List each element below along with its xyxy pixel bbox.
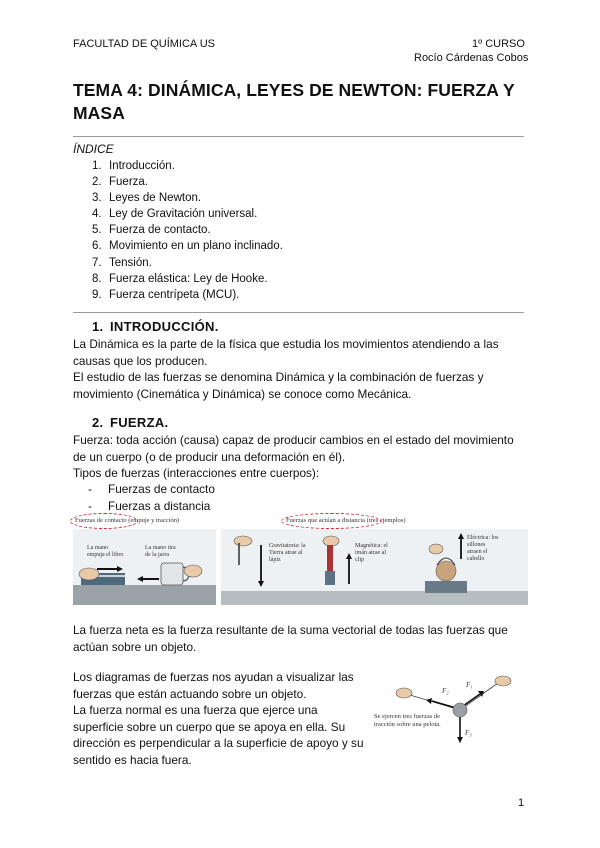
force-types-figure <box>73 515 528 607</box>
force-diagram-paragraph <box>73 669 365 769</box>
list-item: - Fuerzas a distancia <box>88 498 211 513</box>
distance-heading-highlight <box>281 513 381 529</box>
contact-heading-highlight <box>70 513 138 529</box>
contact-forces-heading: Fuerzas de contacto (empuje y tracción) <box>75 517 180 524</box>
caption-magnet: Magnética: el imán atrae al clip <box>355 543 388 563</box>
paragraph: La fuerza normal es una fuerza que ejerce una superficie sobre un cuerpo que se apoya en ella. Su dirección es perpendicular a la superficie de apoyo y su sentido es hacia fuera. <box>73 703 364 767</box>
page-number: 1 <box>518 797 525 809</box>
index-item: 4. Ley de Gravitación universal. <box>92 208 258 221</box>
ball-forces-figure <box>370 673 530 773</box>
net-force-paragraph <box>73 622 528 655</box>
paragraph: Los diagramas de fuerzas nos ayudan a visualizar las fuerzas que están actuando sobre un objeto. <box>73 670 354 701</box>
section-2-intro <box>73 432 528 482</box>
force-label-f2: F₂ <box>442 687 449 695</box>
paragraph: El estudio de las fuerzas se denomina Dinámica y la combinación de fuerzas y movimiento (Cinemática y Dinámica) se conoce como Mecánica. <box>73 370 484 401</box>
caption-electric: Eléctrica: los sillones atraen el cabello <box>467 535 499 562</box>
index-heading: ÍNDICE <box>73 142 114 156</box>
header-faculty: FACULTAD DE QUÍMICA US <box>73 38 216 50</box>
section-2-heading: 2. FUERZA. <box>92 415 169 430</box>
ball-figure-caption: Se ejercen tres fuerzas de tracción sobre una pelota. <box>374 713 441 728</box>
distance-forces-heading: Fuerzas que actúan a distancia (tres ejemplos) <box>286 517 406 524</box>
index-item: 9. Fuerza centrípeta (MCU). <box>92 288 240 301</box>
index-list <box>92 158 283 303</box>
force-label-f3: F₃ <box>465 729 472 737</box>
index-item: 7. Tensión. <box>92 256 152 269</box>
force-label-f1: F₁ <box>466 681 473 689</box>
caption-gravity: Gravitatoria: la Tierra atrae al lápiz <box>269 543 306 563</box>
header-author: Rocío Cárdenas Cobos <box>414 52 529 64</box>
paragraph: Tipos de fuerzas (interacciones entre cuerpos): <box>73 466 320 481</box>
paragraph: La fuerza neta es la fuerza resultante de la suma vectorial de todas las fuerzas que actúan sobre un objeto. <box>73 623 508 654</box>
title-divider <box>73 136 524 137</box>
section-1-body <box>73 336 528 402</box>
caption-hand-pull: La mano tira de la jarra <box>145 545 176 558</box>
index-item: 5. Fuerza de contacto. <box>92 224 211 237</box>
paragraph: Fuerza: toda acción (causa) capaz de producir cambios en el estado del movimiento de un cuerpo (o de producir una deformación en él). <box>73 433 514 464</box>
index-item: 3. Leyes de Newton. <box>92 192 202 205</box>
section-1-heading: 1. INTRODUCCIÓN. <box>92 319 219 334</box>
index-divider <box>73 312 524 313</box>
document-title: TEMA 4: DINÁMICA, LEYES DE NEWTON: FUERZA Y MASA <box>73 80 515 123</box>
index-item: 8. Fuerza elástica: Ley de Hooke. <box>92 272 268 285</box>
force-types-list <box>88 481 215 514</box>
paragraph: La Dinámica es la parte de la física que estudia los movimientos atendiendo a las causas que los producen. <box>73 337 499 368</box>
index-item: 2. Fuerza. <box>92 176 148 189</box>
index-item: 6. Movimiento en un plano inclinado. <box>92 240 283 253</box>
index-item: 1. Introducción. <box>92 160 175 172</box>
caption-hand-push: La mano empuja el libro <box>87 545 124 558</box>
header-course: 1º CURSO <box>472 38 525 50</box>
contact-illustration <box>73 529 216 605</box>
list-item: - Fuerzas de contacto <box>88 482 215 496</box>
